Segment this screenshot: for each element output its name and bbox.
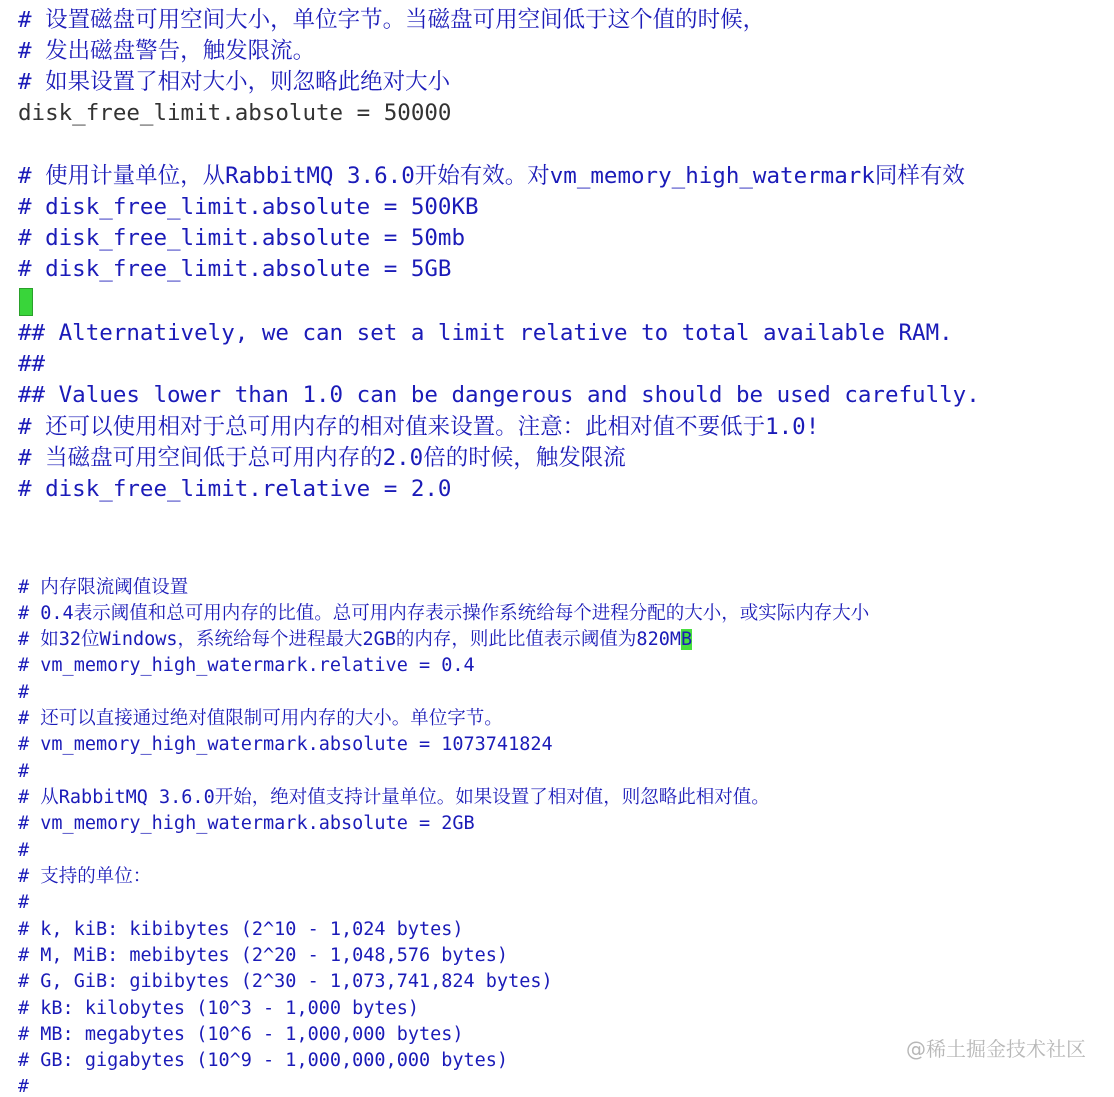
editor-line: # k, kiB: kibibytes (2^10 - 1,024 bytes)	[18, 919, 464, 940]
editor-line: # 当磁盘可用空间低于总可用内存的2.0倍的时候，触发限流	[18, 445, 626, 471]
editor-line: # kB: kilobytes (10^3 - 1,000 bytes)	[18, 998, 419, 1019]
editor-line: ##	[18, 351, 46, 377]
editor-line: #	[18, 682, 30, 703]
editor-line: # 使用计量单位，从RabbitMQ 3.6.0开始有效。对vm_memory_high_watermark同样有效	[18, 163, 965, 189]
editor-line: #	[18, 761, 30, 782]
editor-line: # 设置磁盘可用空间大小，单位字节。当磁盘可用空间低于这个值的时候，	[18, 7, 766, 33]
editor-line: # vm_memory_high_watermark.relative = 0.4	[18, 655, 475, 676]
editor-line: # disk_free_limit.absolute = 500KB	[18, 194, 479, 220]
watermark: @稀土掘金技术社区	[906, 1037, 1086, 1061]
editor-line: # 发出磁盘警告，触发限流。	[18, 38, 316, 64]
editor-line: # 还可以使用相对于总可用内存的相对值来设置。注意：此相对值不要低于1.0!	[18, 414, 820, 440]
search-highlight: B	[681, 629, 693, 650]
text-cursor	[19, 288, 33, 316]
editor-line: ## Values lower than 1.0 can be dangerous and should be used carefully.	[18, 382, 980, 408]
editor-line: # disk_free_limit.absolute = 5GB	[18, 256, 452, 282]
editor-line: # disk_free_limit.absolute = 50mb	[18, 225, 466, 251]
editor-line: # vm_memory_high_watermark.absolute = 2GB	[18, 813, 475, 834]
editor-line: # 从RabbitMQ 3.6.0开始，绝对值支持计量单位。如果设置了相对值，则忽略此相对值。	[18, 787, 770, 808]
editor-line	[18, 631, 692, 651]
editor-line: # 还可以直接通过绝对值限制可用内存的大小。单位字节。	[18, 708, 503, 729]
editor-line: # GB: gigabytes (10^9 - 1,000,000,000 bytes)	[18, 1050, 509, 1071]
editor-line: # 如果设置了相对大小，则忽略此绝对大小	[18, 69, 451, 95]
editor-line: #	[18, 892, 30, 913]
editor-line: # 0.4表示阈值和总可用内存的比值。总可用内存表示操作系统给每个进程分配的大小，或实际内存大小	[18, 603, 870, 624]
editor-line: # 支持的单位：	[18, 866, 152, 887]
editor-line: # MB: megabytes (10^6 - 1,000,000 bytes)	[18, 1024, 464, 1045]
editor-line: ## Alternatively, we can set a limit relative to total available RAM.	[18, 320, 953, 346]
editor-line-cutoff: #	[18, 1076, 29, 1097]
editor-line: # M, MiB: mebibytes (2^20 - 1,048,576 bytes)	[18, 945, 509, 966]
editor-line: # G, GiB: gibibytes (2^30 - 1,073,741,824 bytes)	[18, 971, 553, 992]
editor-line: # 内存限流阈值设置	[18, 577, 189, 598]
editor-line: # disk_free_limit.relative = 2.0	[18, 476, 452, 502]
editor-line-text: # 如32位Windows，系统给每个进程最大2GB的内存，则此比值表示阈值为820M	[18, 629, 681, 650]
editor-line: # vm_memory_high_watermark.absolute = 1073741824	[18, 734, 553, 755]
editor-line-setting: disk_free_limit.absolute = 50000	[18, 100, 452, 126]
editor-line: #	[18, 840, 30, 861]
